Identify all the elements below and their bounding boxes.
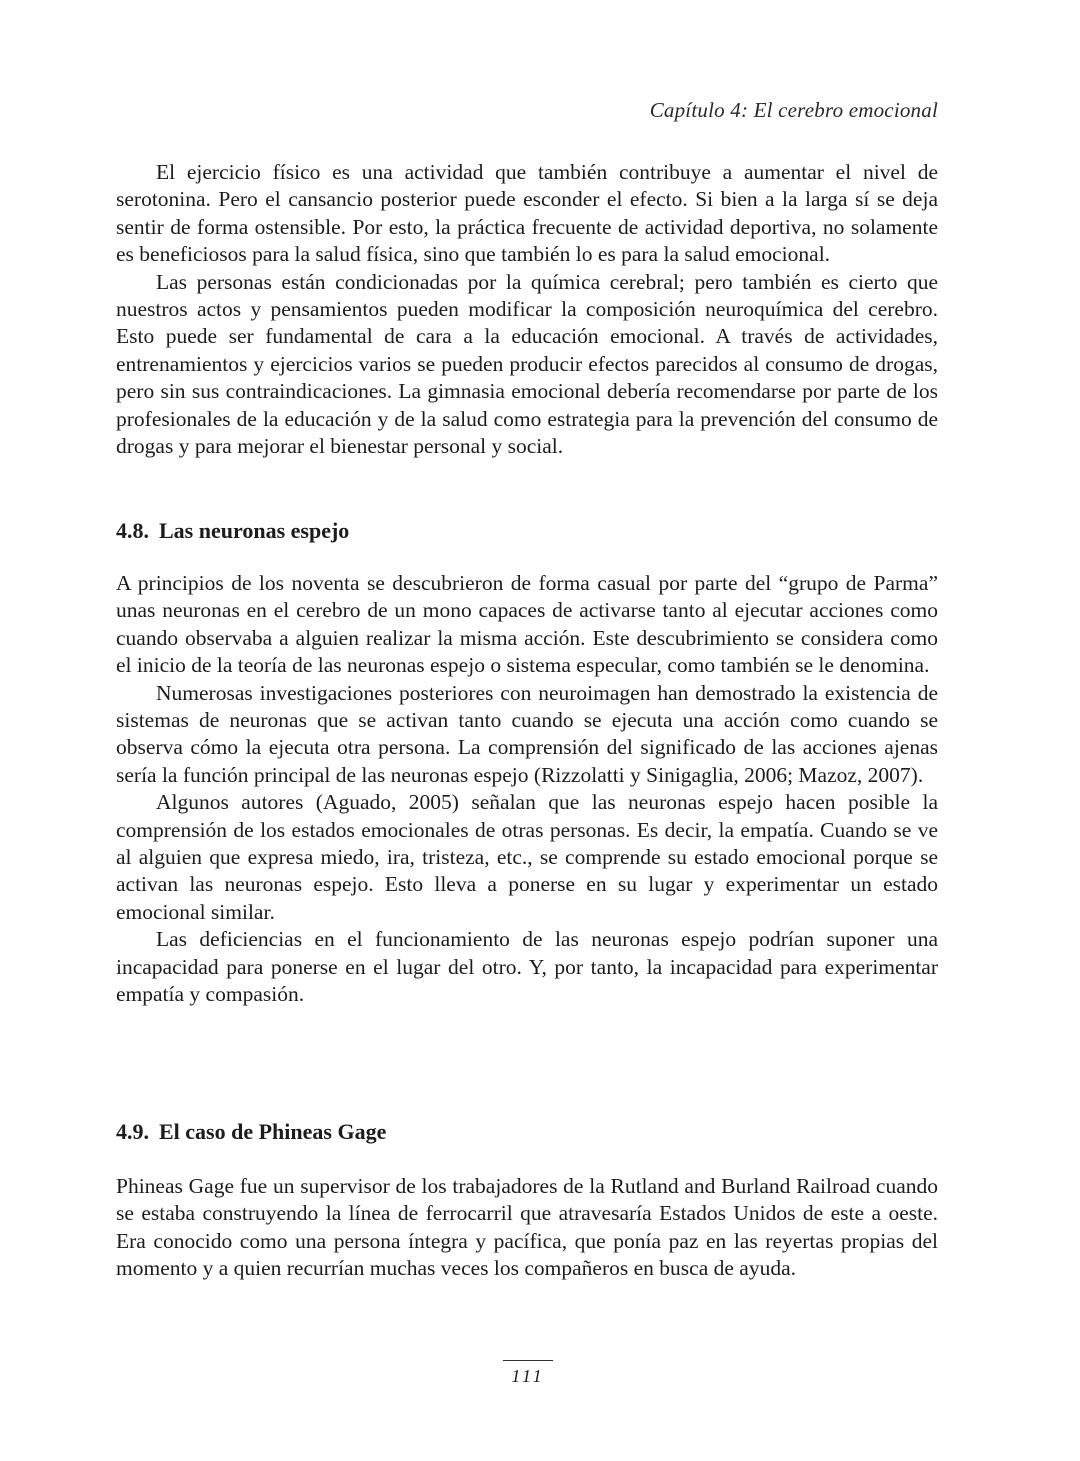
section-heading-4-9 — [116, 1117, 386, 1147]
section-title: Las neuronas espejo — [159, 518, 350, 543]
paragraph: A principios de los noventa se descubrieron de forma casual por parte del “grupo de Parma” unas neuronas en el cerebro de un mono capaces de activarse tanto al ejecutar acciones como cuando observaba a alguien realizar la misma acción. Este descubrimiento se considera como el inicio de la teoría de las neuronas espejo o sistema especular, como también se le denomina. — [116, 571, 938, 678]
page-footer — [503, 1360, 553, 1387]
running-header: Capítulo 4: El cerebro emocional — [649, 98, 938, 122]
section-4-8-text — [116, 570, 938, 1009]
footer-rule — [503, 1360, 553, 1361]
section-title: El caso de Phineas Gage — [159, 1119, 387, 1144]
paragraph: Las personas están condicionadas por la química cerebral; pero también es cierto que nuestros actos y pensamientos pueden modificar la composición neuroquímica del cerebro. Esto puede ser fundamental de cara a la educación emocional. A través de actividades, entrenamientos y ejercicios varios se pueden producir efectos parecidos al consumo de drogas, pero sin sus contraindicaciones. La gimnasia emocional debería recomendarse por parte de los profesionales de la educación y de la salud como estrategia para la prevención del consumo de drogas y para mejorar el bienestar personal y social. — [116, 269, 938, 459]
intro-text — [116, 159, 938, 460]
paragraph: Algunos autores (Aguado, 2005) señalan que las neuronas espejo hacen posible la comprensión de los estados emocionales de otras personas. Es decir, la empatía. Cuando se ve al alguien que expresa miedo, ira, tristeza, etc., se comprende su estado emocional porque se activan las neuronas espejo. Esto lleva a ponerse en su lugar y experimentar un estado emocional similar. — [116, 790, 938, 924]
page-number: 111 — [511, 1366, 545, 1386]
paragraph: El ejercicio físico es una actividad que también contribuye a aumentar el nivel de serotonina. Pero el cansancio posterior puede esconder el efecto. Si bien a la larga sí se deja sentir de forma ostensible. Por esto, la práctica frecuente de actividad deportiva, no solamente es beneficiosos para la salud física, sino que también lo es para la salud emocional. — [116, 160, 938, 267]
paragraph: Las deficiencias en el funcionamiento de las neuronas espejo podrían suponer una incapacidad para ponerse en el lugar del otro. Y, por tanto, la incapacidad para experimentar empatía y compasión. — [116, 927, 938, 1007]
section-4-9-text — [116, 1173, 938, 1283]
section-number: 4.8. — [116, 518, 149, 543]
section-heading-4-8 — [116, 516, 349, 546]
paragraph: Phineas Gage fue un supervisor de los trabajadores de la Rutland and Burland Railroad cuando se estaba construyendo la línea de ferrocarril que atravesaría Estados Unidos de este a oeste. Era conocido como una persona íntegra y pacífica, que ponía paz en las reyertas propias del momento y a quien recurrían muchas veces los compañeros en busca de ayuda. — [116, 1174, 938, 1281]
paragraph: Numerosas investigaciones posteriores con neuroimagen han demostrado la existencia de sistemas de neuronas que se activan tanto cuando se ejecuta una acción como cuando se observa cómo la ejecuta otra persona. La comprensión del significado de las acciones ajenas sería la función principal de las neuronas espejo (Rizzolatti y Sinigaglia, 2006; Mazoz, 2007). — [116, 680, 938, 787]
section-number: 4.9. — [116, 1119, 149, 1144]
